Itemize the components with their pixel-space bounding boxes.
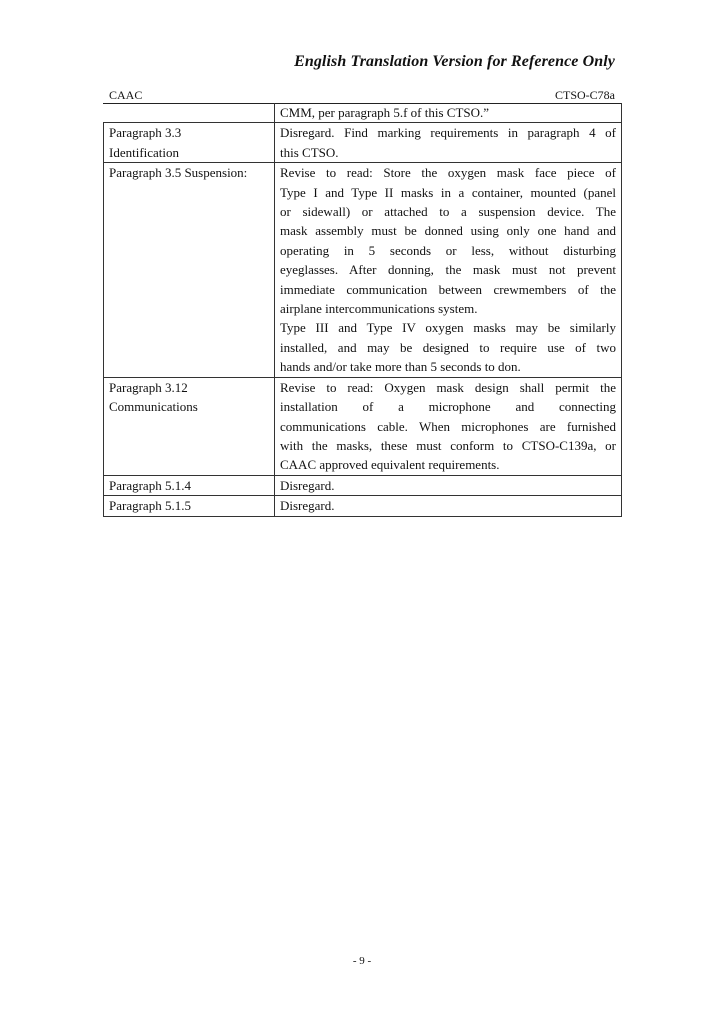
requirement-text-line: CAAC approved equivalent requirements. bbox=[280, 457, 500, 473]
requirement-text-line: Revise to read: Store the oxygen mask face piece of bbox=[280, 165, 616, 181]
requirement-text-line: operating in 5 seconds or less, without disturbing bbox=[280, 242, 616, 258]
requirement-text-line: Disregard. bbox=[280, 477, 335, 493]
paragraph-reference-line: Paragraph 3.3 bbox=[109, 125, 182, 141]
paragraph-reference-cell bbox=[104, 103, 275, 123]
requirement-text-line: immediate communication between crewmembers of the bbox=[280, 281, 616, 297]
deviation-table-body bbox=[104, 103, 622, 516]
requirement-text-line: communications cable. When microphones are furnished bbox=[280, 418, 616, 434]
requirement-text-line: or sidewall) or attached to a suspension device. The bbox=[280, 204, 616, 220]
requirement-text-cell bbox=[275, 496, 622, 516]
table-row bbox=[104, 123, 622, 163]
paragraph-reference-cell bbox=[104, 123, 275, 163]
paragraph-reference-line: Paragraph 5.1.4 bbox=[109, 477, 191, 493]
page-number: - 9 - bbox=[352, 955, 372, 967]
requirement-text-line: airplane intercommunications system. bbox=[280, 301, 478, 317]
table-row bbox=[104, 103, 622, 123]
table-row bbox=[104, 475, 622, 495]
paragraph-reference-line: Paragraph 5.1.5 bbox=[109, 498, 191, 514]
requirement-text-cell bbox=[275, 377, 622, 475]
requirement-text-line: Revise to read: Oxygen mask design shall permit the bbox=[280, 379, 616, 395]
table-row bbox=[104, 496, 622, 516]
requirement-text-cell bbox=[275, 163, 622, 377]
paragraph-reference-cell bbox=[104, 377, 275, 475]
requirement-text-cell bbox=[275, 123, 622, 163]
requirement-text-line: installation of a microphone and connecting bbox=[280, 399, 616, 415]
requirement-text-line: eyeglasses. After donning, the mask must not prevent bbox=[280, 262, 616, 278]
paragraph-reference-line: Communications bbox=[109, 399, 198, 415]
requirement-text-line: with the masks, these must conform to CTSO-C139a, or bbox=[280, 437, 616, 453]
paragraph-reference-line: Paragraph 3.5 Suspension: bbox=[109, 165, 248, 181]
paragraph-reference-cell bbox=[104, 496, 275, 516]
header-document-id: CTSO-C78a bbox=[555, 88, 615, 102]
paragraph-reference-line: Paragraph 3.12 bbox=[109, 379, 188, 395]
header-organization: CAAC bbox=[109, 88, 143, 102]
requirement-text-line: mask assembly must be donned using only one hand and bbox=[280, 223, 616, 239]
requirement-text-line: Disregard. bbox=[280, 498, 335, 514]
deviation-table bbox=[103, 103, 622, 517]
requirement-text-cell bbox=[275, 475, 622, 495]
requirement-text-line: Disregard. Find marking requirements in paragraph 4 of bbox=[280, 125, 616, 141]
table-row bbox=[104, 163, 622, 377]
requirement-text-line: Type III and Type IV oxygen masks may be similarly bbox=[280, 320, 616, 336]
requirement-text-line: Type I and Type II masks in a container, mounted (panel bbox=[280, 184, 616, 200]
requirement-text-line: hands and/or take more than 5 seconds to don. bbox=[280, 359, 521, 375]
requirement-text-line: this CTSO. bbox=[280, 144, 339, 160]
paragraph-reference-line: Identification bbox=[109, 144, 180, 160]
requirement-text-cell bbox=[275, 103, 622, 123]
translation-banner: English Translation Version for Reference Only bbox=[294, 53, 615, 70]
requirement-text-line: installed, and may be designed to require use of two bbox=[280, 339, 616, 355]
paragraph-reference-cell bbox=[104, 163, 275, 377]
paragraph-reference-cell bbox=[104, 475, 275, 495]
table-row bbox=[104, 377, 622, 475]
requirement-text-line: CMM, per paragraph 5.f of this CTSO.” bbox=[280, 105, 490, 120]
